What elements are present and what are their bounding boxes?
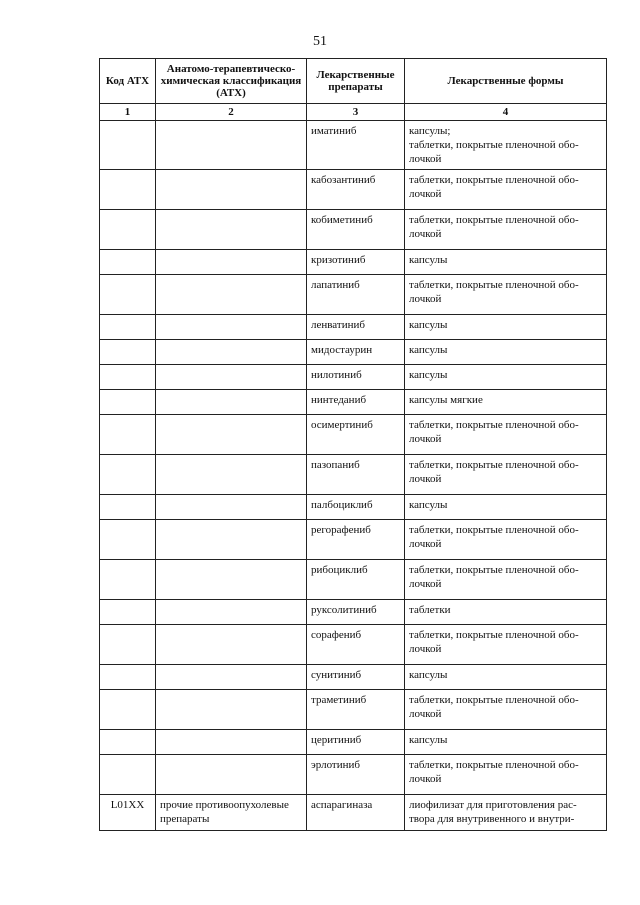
- cell-drug: руксолитиниб: [307, 600, 405, 625]
- cell-code: [100, 315, 156, 340]
- cell-form: таблетки, покрытые пленочной обо- лочкой: [405, 415, 607, 455]
- atx-table: [99, 58, 607, 831]
- cell-code: [100, 121, 156, 170]
- cell-code: [100, 690, 156, 730]
- cell-form: таблетки: [405, 600, 607, 625]
- cell-classification: [156, 365, 307, 390]
- cell-form: таблетки, покрытые пленочной обо- лочкой: [405, 520, 607, 560]
- cell-code: [100, 210, 156, 250]
- cell-classification: [156, 315, 307, 340]
- cell-form: таблетки, покрытые пленочной обо- лочкой: [405, 625, 607, 665]
- header-drugs: Лекарственные препараты: [307, 59, 405, 104]
- cell-code: [100, 520, 156, 560]
- cell-classification: [156, 625, 307, 665]
- cell-code: [100, 340, 156, 365]
- cell-classification: [156, 600, 307, 625]
- column-number: 4: [405, 104, 607, 121]
- cell-drug: иматиниб: [307, 121, 405, 170]
- cell-form: таблетки, покрытые пленочной обо- лочкой: [405, 690, 607, 730]
- page-number: 51: [313, 34, 327, 49]
- cell-drug: кабозантиниб: [307, 170, 405, 210]
- cell-form: таблетки, покрытые пленочной обо- лочкой: [405, 210, 607, 250]
- cell-classification: [156, 250, 307, 275]
- table-row: [100, 690, 607, 730]
- table-row: [100, 625, 607, 665]
- table-row: [100, 210, 607, 250]
- table-header-row: [100, 59, 607, 104]
- cell-drug: регорафениб: [307, 520, 405, 560]
- cell-code: [100, 730, 156, 755]
- column-number: 3: [307, 104, 405, 121]
- cell-form: капсулы мягкие: [405, 390, 607, 415]
- header-code: Код АТХ: [100, 59, 156, 104]
- table-row: [100, 121, 607, 170]
- cell-code: [100, 625, 156, 665]
- cell-drug: ленватиниб: [307, 315, 405, 340]
- cell-drug: рибоциклиб: [307, 560, 405, 600]
- table-row: [100, 250, 607, 275]
- table-row: [100, 600, 607, 625]
- cell-drug: кризотиниб: [307, 250, 405, 275]
- table-row: [100, 755, 607, 795]
- cell-form: таблетки, покрытые пленочной обо- лочкой: [405, 275, 607, 315]
- column-number-row: [100, 104, 607, 121]
- table-row: [100, 390, 607, 415]
- cell-form: капсулы: [405, 495, 607, 520]
- cell-drug: нилотиниб: [307, 365, 405, 390]
- table-row: [100, 495, 607, 520]
- cell-classification: [156, 390, 307, 415]
- table-row: [100, 170, 607, 210]
- cell-classification: [156, 275, 307, 315]
- cell-code: [100, 365, 156, 390]
- cell-code: [100, 495, 156, 520]
- cell-code: [100, 665, 156, 690]
- cell-drug: сорафениб: [307, 625, 405, 665]
- cell-drug: нинтеданиб: [307, 390, 405, 415]
- cell-classification: [156, 520, 307, 560]
- cell-code: [100, 455, 156, 495]
- cell-form: капсулы: [405, 250, 607, 275]
- table-row: [100, 795, 607, 831]
- cell-classification: [156, 340, 307, 365]
- cell-drug: палбоциклиб: [307, 495, 405, 520]
- cell-form: капсулы: [405, 365, 607, 390]
- cell-form: капсулы: [405, 730, 607, 755]
- cell-form: таблетки, покрытые пленочной обо- лочкой: [405, 170, 607, 210]
- cell-drug: сунитиниб: [307, 665, 405, 690]
- cell-classification: [156, 755, 307, 795]
- table-row: [100, 340, 607, 365]
- cell-classification: [156, 665, 307, 690]
- table-body: [100, 121, 607, 831]
- cell-form: капсулы: [405, 665, 607, 690]
- cell-form: капсулы; таблетки, покрытые пленочной обо- лочкой: [405, 121, 607, 170]
- table-row: [100, 665, 607, 690]
- cell-form: лиофилизат для приготовления рас- твора для внутривенного и внутри-: [405, 795, 607, 831]
- cell-drug: мидостаурин: [307, 340, 405, 365]
- cell-code: [100, 250, 156, 275]
- cell-drug: эрлотиниб: [307, 755, 405, 795]
- cell-form: таблетки, покрытые пленочной обо- лочкой: [405, 455, 607, 495]
- column-number: 2: [156, 104, 307, 121]
- cell-classification: [156, 455, 307, 495]
- cell-classification: прочие противоопухолевые препараты: [156, 795, 307, 831]
- cell-code: L01XX: [100, 795, 156, 831]
- cell-drug: траметиниб: [307, 690, 405, 730]
- cell-classification: [156, 121, 307, 170]
- cell-drug: аспарагиназа: [307, 795, 405, 831]
- cell-drug: пазопаниб: [307, 455, 405, 495]
- table-row: [100, 730, 607, 755]
- table-row: [100, 560, 607, 600]
- cell-classification: [156, 730, 307, 755]
- column-number: 1: [100, 104, 156, 121]
- cell-code: [100, 275, 156, 315]
- cell-classification: [156, 210, 307, 250]
- cell-classification: [156, 415, 307, 455]
- cell-classification: [156, 690, 307, 730]
- header-classification: Анатомо-терапевтическо-химическая классификация (АТХ): [156, 59, 307, 104]
- cell-code: [100, 755, 156, 795]
- cell-drug: кобиметиниб: [307, 210, 405, 250]
- table-row: [100, 315, 607, 340]
- cell-drug: лапатиниб: [307, 275, 405, 315]
- table-row: [100, 365, 607, 390]
- table-row: [100, 520, 607, 560]
- cell-code: [100, 600, 156, 625]
- table-row: [100, 275, 607, 315]
- cell-code: [100, 560, 156, 600]
- cell-code: [100, 170, 156, 210]
- cell-code: [100, 415, 156, 455]
- cell-form: таблетки, покрытые пленочной обо- лочкой: [405, 755, 607, 795]
- cell-form: капсулы: [405, 315, 607, 340]
- cell-code: [100, 390, 156, 415]
- cell-classification: [156, 170, 307, 210]
- table-row: [100, 455, 607, 495]
- cell-form: таблетки, покрытые пленочной обо- лочкой: [405, 560, 607, 600]
- cell-classification: [156, 560, 307, 600]
- header-forms: Лекарственные формы: [405, 59, 607, 104]
- cell-drug: осимертиниб: [307, 415, 405, 455]
- table-row: [100, 415, 607, 455]
- cell-form: капсулы: [405, 340, 607, 365]
- cell-classification: [156, 495, 307, 520]
- cell-drug: церитиниб: [307, 730, 405, 755]
